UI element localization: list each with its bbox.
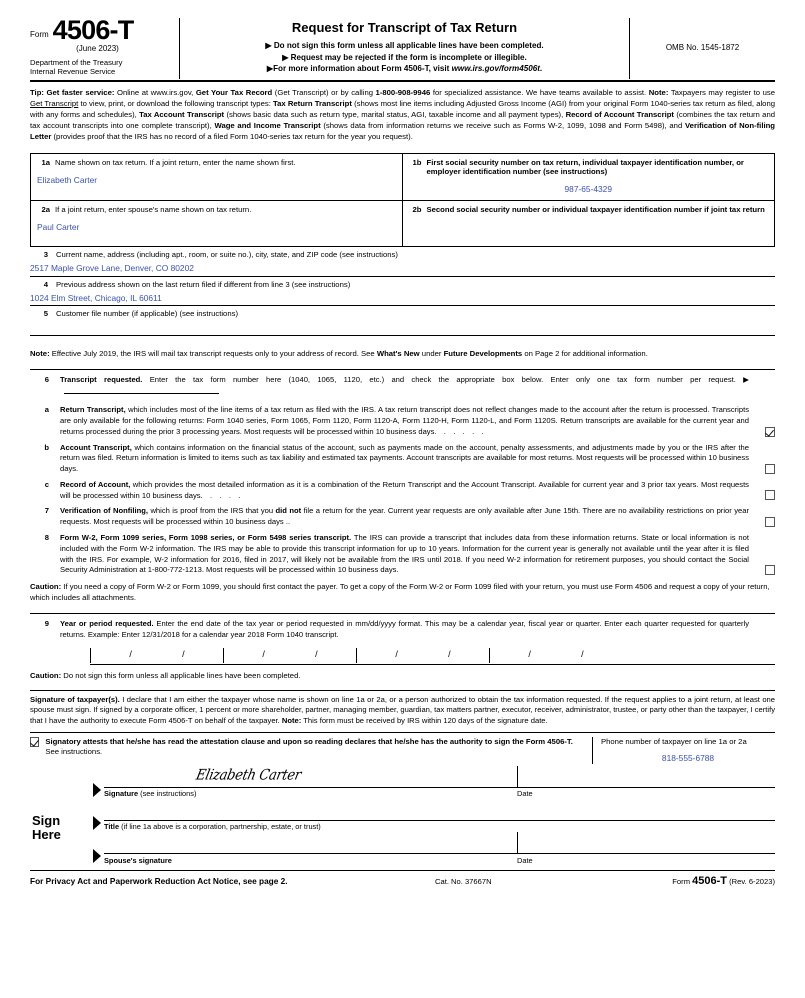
spouse-date-input[interactable]	[517, 832, 775, 853]
omb-number: OMB No. 1545-1872	[665, 43, 740, 53]
date-group-1[interactable]	[90, 648, 223, 663]
field-item-7[interactable]	[30, 506, 775, 528]
signature-declaration-note-text: This form must be received by IRS within 120 days of the signature date.	[301, 716, 548, 726]
identity-right-column	[403, 154, 775, 246]
future-developments-reference: Future Developments	[443, 349, 523, 359]
date-separator-icon: /	[395, 649, 398, 660]
header-bullet-3	[188, 63, 621, 75]
item-c-text: which provides the most detailed information as it is a combination of the Return Transcript and the Account Transcript. Available for current year and 3 prior tax years. Most requests will be processed within 10 business days	[60, 479, 749, 500]
line-3-label: Current name, address (including apt., room, or suite no.), city, state, and ZIP code (see instructions)	[56, 249, 398, 259]
phone-label: Phone number of taxpayer on line 1a or 2a	[601, 736, 747, 746]
tip-wage-income-transcript: Wage and Income Transcript	[214, 120, 321, 130]
caution-1-text: If you need a copy of Form W-2 or Form 1099, you should first contact the payer. To get a copy of the Form W-2 or Form 1099 filed with your return, you must use Form 4506 and request a copy of your return, which includes all attachments.	[30, 582, 770, 603]
item-b-lead: Account Transcript,	[60, 442, 132, 452]
item-b-dots: .	[76, 464, 81, 474]
tip-paragraph: Tip: Get faster service: Online at www.irs.gov, Get Your Tax Record (Get Transcript) or by calling 1-800-908-9946 for specialized assistance. We have teams available to assist. Note: Taxpayers may register to use Get Transcript to view, print, or download the following transcript types: Tax Return Transcript (shows most line items including Adjusted Gross Income (AGI) from your original Form 1040-series tax return as filed, along with any forms and schedules), Tax Account Transcript (shows basic data such as return type, marital status, AGI, taxable income and all payment types), Record of Account Transcript (combines the tax return and tax account transcripts into one complete transcript), Wage and Income Transcript (shows data from information returns we receive such as Forms W-2, 1099, 1098 and Form 5498), and Verification of Non-filing Letter (provides proof that the IRS has no record of a filed Form 1040-series tax return for the year you request).	[30, 87, 776, 141]
caution-w2-copy	[30, 582, 775, 604]
line-9-spacer	[749, 619, 775, 641]
item-a-checkbox-cell[interactable]	[749, 405, 775, 437]
caution-do-not-sign	[30, 671, 775, 682]
item-b-body	[60, 443, 749, 475]
line-3-value[interactable]: 2517 Maple Grove Lane, Denver, CO 80202	[30, 262, 194, 273]
get-transcript-link[interactable]: Get Transcript	[30, 98, 79, 108]
date-separator-icon: /	[528, 649, 531, 660]
attestation-left[interactable]	[30, 737, 592, 764]
date-group-2[interactable]	[223, 648, 356, 663]
caution-1-lead: Caution:	[30, 582, 62, 592]
spouse-signature-caption	[104, 856, 517, 866]
right-arrow-icon: ▶	[743, 374, 749, 384]
line-6-body	[60, 375, 749, 401]
tip-verification-nonfiling: Verification of Non-filing Letter	[30, 120, 775, 141]
date-separator-icon: /	[129, 649, 132, 660]
line-1a-label: Name shown on tax return. If a joint return, enter the name shown first.	[55, 157, 296, 167]
attestation-text	[45, 737, 584, 764]
item-7-lead: Verification of Nonfiling,	[60, 506, 148, 516]
date-separator-icon: /	[262, 649, 265, 660]
triangle-icon: ▶	[282, 52, 289, 62]
title-caption-rest: (if line 1a above is a corporation, partnership, estate, or trust)	[119, 822, 321, 832]
field-line-2a[interactable]	[31, 201, 402, 246]
field-line-3[interactable]	[30, 247, 775, 277]
signature-date-caption: Date	[517, 789, 533, 799]
field-line-1b[interactable]	[403, 154, 775, 201]
line-6-text: Enter the tax form number here (1040, 1065, 1120, etc.) and check the appropriate box below. Enter only one tax form number per request.	[142, 374, 744, 384]
tip-note-lead: Note:	[648, 87, 669, 97]
signature-declaration-lead: Signature of taxpayer(s).	[30, 694, 120, 704]
checkbox-return-transcript[interactable]	[765, 427, 775, 437]
form-header	[30, 15, 775, 82]
irs-phone-number: 1-800-908-9946	[375, 87, 431, 97]
title-input-area[interactable]	[104, 799, 775, 820]
sign-here-line-2: Here	[32, 827, 61, 843]
line-2a-number: 2a	[41, 204, 50, 214]
date-separator-icon: /	[581, 649, 584, 660]
signature-caption	[104, 789, 517, 799]
year-period-date-grid[interactable]	[90, 648, 775, 665]
catalog-number: Cat. No. 37667N	[435, 877, 492, 887]
form-url-link[interactable]: www.irs.gov/form4506t	[451, 64, 540, 74]
title-field[interactable]	[104, 799, 775, 832]
line-9-text: Enter the end date of the tax year or period requested in mm/dd/yyyy format. This may be a calendar year, fiscal year or quarter. Enter each quarter requested for quarterly returns. Example: Enter 12/31/2018 for a calendar year 2018 Form 1040 transcript.	[60, 619, 749, 639]
footer-form-number: 4506-T	[692, 875, 727, 888]
line-1a-number: 1a	[41, 157, 50, 167]
arrow-icon	[90, 766, 104, 799]
title-caption-bold: Title	[104, 822, 120, 832]
line-1b-number: 1b	[412, 157, 422, 167]
field-item-c[interactable]	[30, 480, 775, 502]
spouse-signature-rule[interactable]	[104, 832, 775, 854]
item-8-text: The IRS can provide a transcript that includes data from these information returns. State or local information is not included with the Form W-2 information. The IRS may be able to provide this transcript information for up to 10 years. Information for the current year is generally not available until the year after it is filed with the IRS. For example, W-2 information for 2016, filed in 2017, will likely not be available from the IRS until 2018. If you need W-2 information for retirement purposes, you should contact the Social Security Administration at 1-800-772-1213. Most requests will be processed within 10 business days	[60, 533, 749, 575]
header-title-block	[180, 18, 630, 79]
item-b-number: b	[44, 442, 49, 452]
item-8-lead: Form W-2, Form 1099 series, Form 1098 series, or Form 5498 series transcript.	[60, 533, 352, 542]
item-a-dots: . . . . . .	[434, 426, 487, 436]
header-bullet-2	[188, 52, 621, 64]
arrow-icon	[90, 799, 104, 832]
caution-2-text: Do not sign this form unless all applicable lines have been completed.	[61, 670, 301, 680]
field-line-1a[interactable]	[31, 154, 402, 201]
identity-left-column	[31, 154, 403, 246]
line-6-input[interactable]	[64, 385, 219, 394]
field-item-a[interactable]	[30, 405, 775, 437]
item-b-text: which contains information on the financial status of the account, such as payments made on the account, penalty assessments, and adjustments made by you or the IRS after the return was filed. Return information is limited to items such as tax liability and estimated tax payments. Account transcripts are available for most returns. Most requests will be processed within 10 business days	[60, 442, 749, 474]
line-9-number: 9	[44, 619, 49, 628]
header-bullet-1-text: Do not sign this form unless all applicable lines have been completed.	[273, 40, 544, 50]
title-rule[interactable]	[104, 799, 775, 821]
signature-declaration	[30, 690, 775, 727]
footer-form-identity	[625, 874, 775, 888]
form-revision-date: (June 2023)	[76, 43, 119, 53]
item-c-lead: Record of Account,	[60, 479, 131, 489]
item-7-checkbox-cell[interactable]	[749, 506, 775, 528]
tip-tax-account-transcript: Tax Account Transcript	[139, 109, 225, 119]
line-9-body	[60, 619, 749, 641]
date-separator-icon: /	[315, 649, 318, 660]
spouse-signature-field[interactable]	[104, 832, 775, 865]
item-a-number: a	[44, 405, 49, 415]
signature-captions	[104, 788, 775, 799]
item-7-number: 7	[44, 506, 49, 516]
spouse-signature-input[interactable]	[104, 832, 517, 853]
header-bullet-3-text: For more information about Form 4506-T, visit	[273, 64, 452, 74]
line-3-number: 3	[43, 249, 48, 259]
field-line-6[interactable]	[30, 375, 775, 401]
line-6-checkbox-spacer	[749, 375, 775, 401]
date-group-4[interactable]	[489, 648, 622, 663]
line-2a-value[interactable]: Paul Carter	[37, 221, 80, 232]
page-title: Request for Transcript of Tax Return	[291, 20, 518, 35]
signature-declaration-note-lead: Note:	[281, 716, 302, 726]
sign-here-line-1: Sign	[32, 812, 61, 828]
line-1b-value[interactable]: 987-65-4329	[564, 183, 612, 194]
field-line-9	[30, 619, 775, 641]
attestation-row	[30, 732, 775, 764]
item-8-dots: .	[396, 565, 402, 575]
note-lead: Note:	[30, 349, 50, 359]
checkbox-signatory-attestation[interactable]	[30, 737, 39, 747]
checkbox-account-transcript[interactable]	[765, 464, 775, 474]
signature-date-input[interactable]	[517, 766, 775, 787]
item-c-checkbox-cell[interactable]	[749, 480, 775, 502]
phone-value[interactable]: 818-555-6788	[661, 752, 715, 763]
item-c-number: c	[44, 479, 49, 489]
item-a-lead: Return Transcript,	[60, 405, 126, 415]
taxpayer-signature-rule[interactable]	[104, 766, 775, 788]
sign-here-label	[32, 814, 61, 843]
sign-here-block	[30, 766, 775, 865]
title-row[interactable]	[90, 799, 775, 832]
checkbox-w2-1099-1098-5498[interactable]	[765, 565, 775, 575]
line-1b-label: First social security number on tax return, individual taxpayer identification number, or employer identification number (see instructions)	[426, 157, 744, 177]
title-captions	[104, 821, 775, 832]
header-bullet-1	[188, 40, 621, 52]
date-separator-icon: /	[448, 649, 451, 660]
attestation-tail-text: See instructions.	[45, 747, 103, 757]
tip-record-of-account: Record of Account Transcript	[565, 109, 674, 119]
taxpayer-signature-field[interactable]	[104, 766, 775, 799]
item-7-did-not-emphasis: did not	[275, 506, 302, 516]
item-b-checkbox-cell[interactable]	[749, 443, 775, 475]
department-line-1: Department of the Treasury	[30, 58, 123, 68]
checkbox-verification-of-nonfiling[interactable]	[765, 517, 775, 527]
form-number: 4506-T	[52, 15, 134, 45]
item-c-body	[60, 480, 749, 502]
line-2b-label: Second social security number or individual taxpayer identification number if joint tax return	[426, 204, 765, 214]
item-7-dots: .	[287, 517, 293, 527]
line-1a-value[interactable]: Elizabeth Carter	[37, 174, 98, 185]
signature-caption-rest: (see instructions)	[138, 789, 197, 799]
header-form-identity	[30, 15, 180, 79]
field-item-8[interactable]	[30, 533, 775, 576]
form-label: Form	[30, 30, 49, 40]
spouse-signature-row[interactable]	[90, 832, 775, 865]
line-2a-label: If a joint return, enter spouse's name shown on tax return.	[55, 204, 252, 214]
tip-get-your-tax-record: Get Your Tax Record	[195, 87, 273, 97]
issuing-department	[30, 59, 173, 77]
footer-form-revision: (Rev. 6-2023)	[729, 877, 775, 887]
field-item-b[interactable]	[30, 443, 775, 475]
item-8-checkbox-cell[interactable]	[749, 533, 775, 576]
date-group-3[interactable]	[356, 648, 489, 663]
signature-declaration-text: I declare that I am either the taxpayer whose name is shown on line 1a or 2a, or a person authorized to obtain the tax information requested. If the request applies to a joint return, at least one spouse must sign. If signed by a corporate officer, 1 percent or more shareholder, partner, managing member, guardian, tax matters partner, executor, receiver, administrator, trustee, or party other than the taxpayer, I certify that I have the authority to execute Form 4506-T on behalf of the taxpayer.	[30, 694, 775, 726]
item-7-text: file a return for the year. Current year requests are only available after June 15th. There are no availability restrictions on prior year requests. Most requests will be processed within 10 business days .	[60, 506, 749, 527]
header-bullet-3-period: .	[539, 64, 543, 74]
item-7-body: Verification of Nonfiling, which is proof from the IRS that you did not file a return for the year. Current year requests are only available after June 15th. There are no availability restrictions on prior year requests. Most requests will be processed within 10 business days ..	[60, 506, 749, 527]
taxpayer-phone-block[interactable]	[592, 737, 775, 764]
item-8-number: 8	[44, 533, 49, 542]
spouse-caption-bold: Spouse's signature	[104, 855, 172, 865]
mailing-note: Note: Effective July 2019, the IRS will mail tax transcript requests only to your address of record. See What's New under Future Developments on Page 2 for additional information.	[30, 349, 648, 359]
line-4-value[interactable]: 1024 Elm Street, Chicago, IL 60611	[30, 292, 162, 303]
field-line-5[interactable]	[30, 306, 775, 336]
header-bullet-2-text: Request may be rejected if the form is incomplete or illegible.	[290, 52, 527, 62]
date-separator-icon: /	[182, 649, 185, 660]
signature-value[interactable]: Elizabeth Carter	[194, 766, 303, 784]
line-5-label: Customer file number (if applicable) (see instructions)	[56, 309, 239, 319]
line-9-lead: Year or period requested.	[60, 619, 154, 628]
line-6-lead: Transcript requested.	[60, 374, 143, 384]
line-2b-number: 2b	[412, 204, 422, 214]
item-8-body	[60, 533, 749, 576]
caution-2-lead: Caution:	[30, 670, 62, 680]
arrow-icon	[90, 832, 104, 865]
attestation-bold-text: Signatory attests that he/she has read the attestation clause and upon so reading declares that he/she has the authority to sign the Form 4506-T.	[45, 736, 573, 746]
taxpayer-identity-grid	[30, 153, 775, 247]
title-caption	[104, 822, 775, 832]
line-4-number: 4	[43, 279, 48, 289]
department-line-2: Internal Revenue Service	[30, 66, 116, 76]
form-footer	[30, 870, 775, 888]
spouse-date-caption: Date	[517, 855, 533, 865]
tip-lead: Tip: Get faster service:	[30, 87, 115, 97]
line-4-label: Previous address shown on the last return filed if different from line 3 (see instructions)	[56, 279, 351, 289]
footer-form-label: Form	[672, 877, 691, 887]
taxpayer-signature-row[interactable]	[90, 766, 775, 799]
tip-tax-return-transcript: Tax Return Transcript	[273, 98, 352, 108]
privacy-act-notice: For Privacy Act and Paperwork Reduction Act Notice, see page 2.	[30, 876, 288, 887]
item-c-dots: . . . . .	[200, 490, 243, 500]
triangle-icon: ▶	[266, 64, 274, 74]
triangle-icon: ▶	[265, 40, 272, 50]
line-6-number: 6	[44, 374, 49, 384]
divider-above-line-9	[30, 613, 775, 614]
item-a-body	[60, 405, 749, 437]
line-5-number: 5	[43, 309, 48, 319]
divider-above-line-6	[30, 369, 775, 370]
signature-input-area[interactable]	[104, 766, 517, 787]
item-a-text: which includes most of the line items of a tax return as filed with the IRS. A tax return transcript does not reflect changes made to the account after the return is processed. Transcripts are only available for the following returns: Form 1040 series, Form 1065, Form 1120, Form 1120-A, Form 1120-H, Form 1120-L, and Form 1120S. Return transcripts are available for the current year and returns processed during the prior 3 processing years. Most requests will be processed within 10 business days	[60, 405, 749, 436]
whats-new-reference: What's New	[376, 349, 420, 359]
spouse-captions	[104, 854, 775, 865]
field-line-4[interactable]	[30, 277, 775, 307]
signature-caption-bold: Signature	[104, 789, 139, 799]
checkbox-record-of-account[interactable]	[765, 490, 775, 500]
field-line-2b[interactable]	[403, 201, 775, 246]
